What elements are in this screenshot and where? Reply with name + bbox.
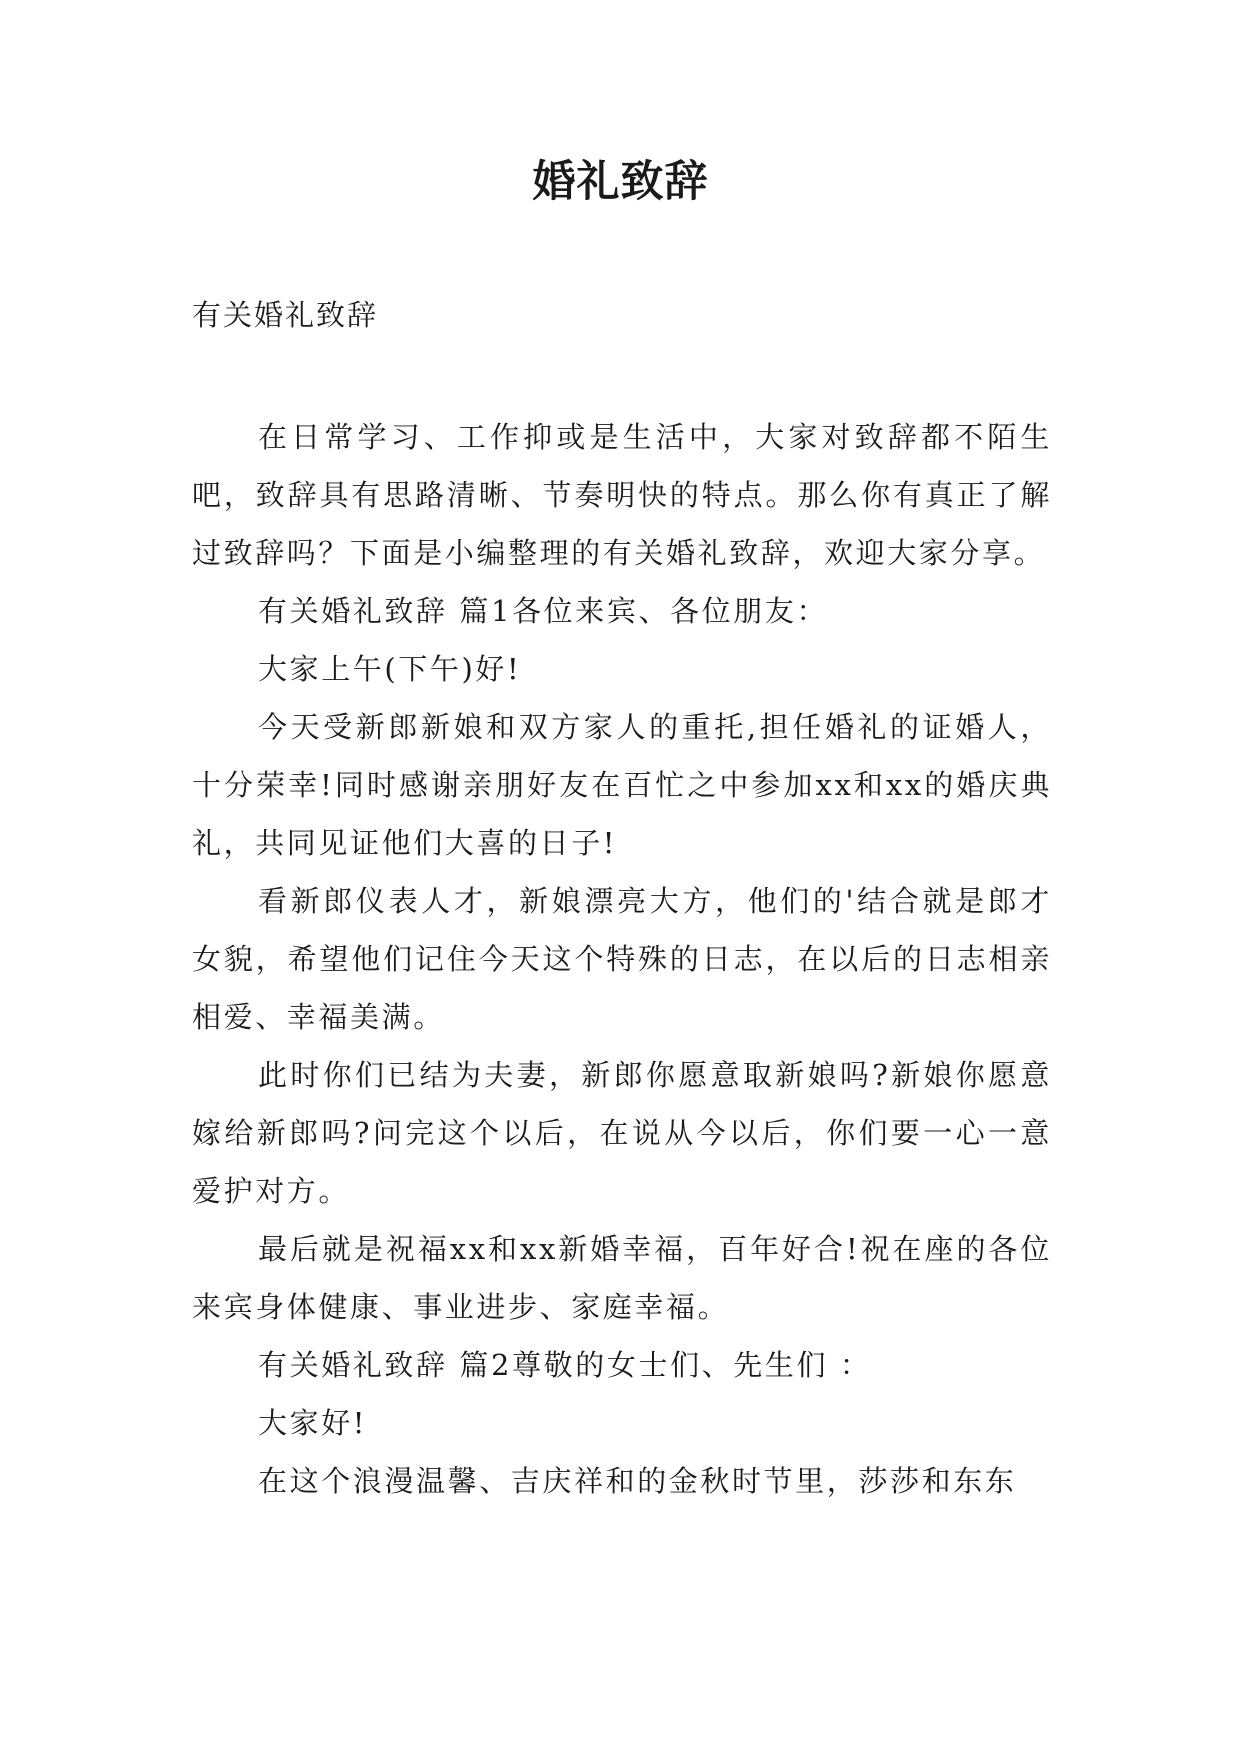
paragraph-greeting-2: 大家好!	[258, 1406, 368, 1440]
document-body	[192, 408, 1052, 1510]
paragraph-intro: 在日常学习、工作抑或是生活中，大家对致辞都不陌生吧，致辞具有思路清晰、节奏明快的特点。那么你有真正了解过致辞吗？下面是小编整理的有关婚礼致辞，欢迎大家分享。	[192, 420, 1052, 570]
paragraph-couple-praise: 看新郎仪表人才，新娘漂亮大方，他们的'结合就是郎才女貌，希望他们记住今天这个特殊的日志，在以后的日志相亲相爱、幸福美满。	[192, 884, 1052, 1034]
paragraph-section-2-heading: 有关婚礼致辞 篇2尊敬的女士们、先生们 ：	[258, 1348, 872, 1382]
document-title: 婚礼致辞	[532, 157, 709, 207]
paragraph-greeting-1: 大家上午(下午)好!	[258, 652, 522, 686]
paragraph-blessing: 最后就是祝福xx和xx新婚幸福，百年好合!祝在座的各位来宾身体健康、事业进步、家庭幸福。	[192, 1232, 1052, 1324]
paragraph-section-1-heading: 有关婚礼致辞 篇1各位来宾、各位朋友：	[258, 594, 829, 628]
paragraph-thanks: 今天受新郎新娘和双方家人的重托,担任婚礼的证婚人，十分荣幸!同时感谢亲朋好友在百忙之中参加xx和xx的婚庆典礼，共同见证他们大喜的日子!	[192, 710, 1052, 860]
document-subtitle: 有关婚礼致辞	[192, 298, 379, 332]
paragraph-vows: 此时你们已结为夫妻，新郎你愿意取新娘吗?新娘你愿意嫁给新郎吗?问完这个以后，在说从今以后，你们要一心一意爱护对方。	[192, 1058, 1052, 1208]
paragraph-opening: 在这个浪漫温馨、吉庆祥和的金秋时节里，莎莎和东东	[258, 1464, 1017, 1498]
